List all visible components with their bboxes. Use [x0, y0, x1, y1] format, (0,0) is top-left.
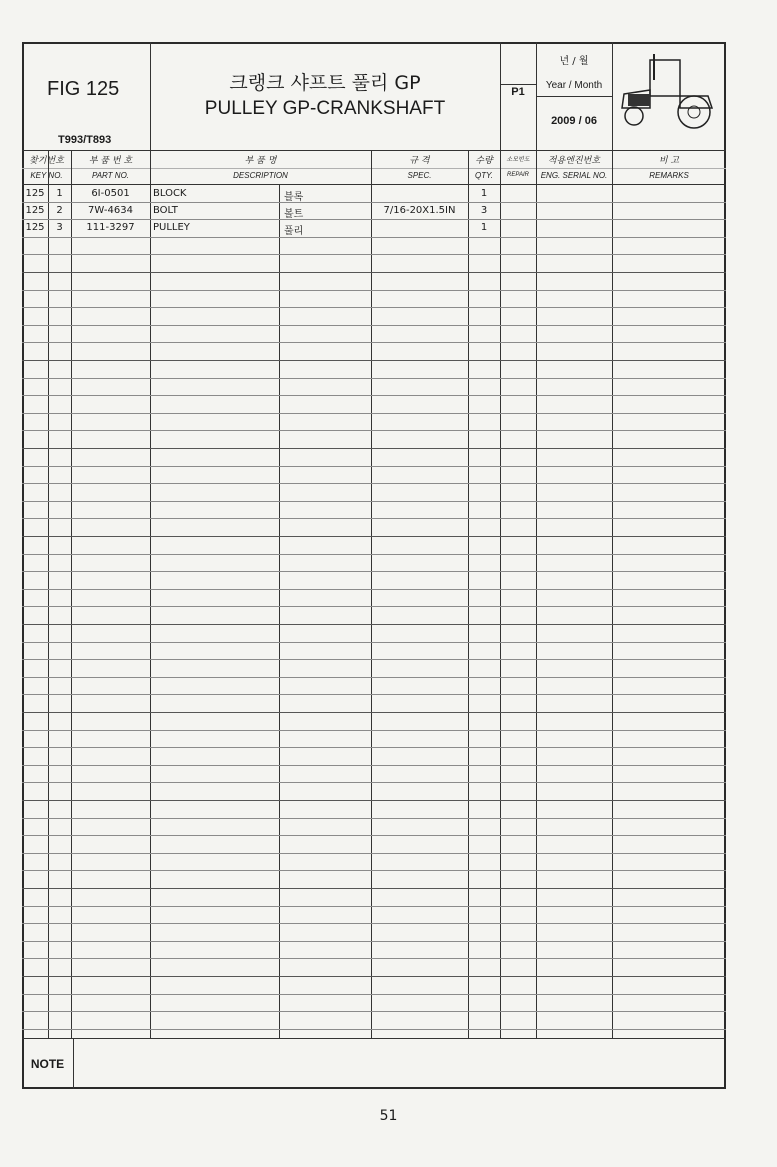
col-vline	[371, 150, 372, 1038]
table-rule-line	[22, 870, 726, 871]
table-rule-line	[22, 888, 726, 889]
fig-label: FIG 125	[47, 78, 120, 100]
note-divider	[22, 1038, 726, 1039]
table-rule-line	[22, 958, 726, 959]
table-rule-line	[22, 378, 726, 379]
col-vline	[279, 184, 280, 1038]
table-rule-line	[22, 430, 726, 431]
table-rule-line	[22, 659, 726, 660]
table-rule-line	[22, 342, 726, 343]
row-key: 2	[56, 205, 63, 216]
remarks-header-en: REMARKS	[649, 171, 689, 180]
row-qty: 3	[480, 205, 488, 216]
row-description-kr: 볼트	[284, 209, 304, 220]
spec-header-en: SPEC.	[407, 171, 432, 180]
table-rule-line	[22, 202, 726, 203]
desc-header-en: DESCRIPTION	[233, 171, 288, 180]
table-rule-line	[22, 923, 726, 924]
table-rule-line	[22, 712, 726, 713]
table-rule-line	[22, 536, 726, 537]
table-rule-line	[22, 254, 726, 255]
row-description-en: PULLEY	[153, 222, 190, 233]
col-vline	[48, 150, 49, 1038]
table-rule-line	[22, 395, 726, 396]
repair-header-kr: 소모빈도	[506, 156, 530, 163]
table-rule-line	[22, 853, 726, 854]
key-header-kr: 찾기번호	[29, 156, 64, 166]
table-rule-line	[22, 747, 726, 748]
page-code: P1	[511, 86, 525, 98]
column-header-divider	[22, 184, 726, 185]
row-fig: 125	[25, 205, 45, 216]
remarks-header-kr: 비 고	[658, 156, 680, 166]
table-rule-line	[22, 325, 726, 326]
header-hline	[536, 96, 612, 97]
table-rule-line	[22, 782, 726, 783]
table-rule-line	[22, 307, 726, 308]
col-vline	[500, 150, 501, 1038]
row-description-kr: 풀리	[284, 226, 304, 237]
row-key: 1	[56, 188, 63, 199]
table-rule-line	[22, 765, 726, 766]
page-number: 51	[379, 1108, 398, 1124]
desc-header-kr: 부 품 명	[244, 156, 277, 166]
part-header-kr: 부 품 번 호	[88, 156, 133, 166]
row-fig: 125	[25, 188, 45, 199]
column-header-midline	[22, 168, 726, 169]
year-month-korean: 년 / 월	[559, 56, 589, 67]
table-rule-line	[22, 624, 726, 625]
table-rule-line	[22, 571, 726, 572]
table-rule-line	[22, 589, 726, 590]
year-month-english: Year / Month	[545, 80, 603, 91]
table-rule-line	[22, 1029, 726, 1030]
header-hline	[500, 84, 536, 85]
table-rule-line	[22, 518, 726, 519]
table-rule-line	[22, 606, 726, 607]
row-part-number: 111-3297	[86, 222, 135, 233]
row-spec: 7/16-20X1.5IN	[383, 205, 456, 216]
table-rule-line	[22, 906, 726, 907]
row-part-number: 7W-4634	[88, 205, 133, 216]
model-label: T993/T893	[58, 134, 112, 146]
table-rule-line	[22, 554, 726, 555]
note-vline	[73, 1038, 74, 1089]
table-rule-line	[22, 360, 726, 361]
table-rule-line	[22, 448, 726, 449]
table-rule-line	[22, 941, 726, 942]
header-divider	[22, 150, 726, 151]
table-rule-line	[22, 272, 726, 273]
col-vline	[150, 150, 151, 1038]
row-qty: 1	[480, 222, 488, 233]
table-rule-line	[22, 642, 726, 643]
col-vline	[71, 150, 72, 1038]
row-description-en: BLOCK	[153, 188, 187, 199]
row-description-kr: 블록	[284, 192, 304, 203]
qty-header-en: QTY.	[475, 171, 493, 180]
note-label: NOTE	[30, 1057, 65, 1071]
title-english: PULLEY GP-CRANKSHAFT	[204, 98, 446, 119]
table-rule-line	[22, 219, 726, 220]
col-vline	[612, 150, 613, 1038]
title-korean: 크랭크 샤프트 풀리 GP	[229, 72, 421, 94]
table-rule-line	[22, 677, 726, 678]
table-rule-line	[22, 994, 726, 995]
row-key: 3	[56, 222, 63, 233]
table-rule-line	[22, 483, 726, 484]
table-rule-line	[22, 413, 726, 414]
row-fig: 125	[25, 222, 45, 233]
col-vline	[468, 150, 469, 1038]
serial-header-kr: 적용엔진번호	[547, 156, 601, 166]
table-rule-line	[22, 290, 726, 291]
row-qty: 1	[480, 188, 488, 199]
serial-header-en: ENG. SERIAL NO.	[540, 171, 608, 180]
date-value: 2009 / 06	[551, 115, 597, 127]
table-rule-line	[22, 818, 726, 819]
row-part-number: 6I-0501	[91, 188, 130, 199]
table-rule-line	[22, 237, 726, 238]
col-vline	[536, 150, 537, 1038]
key-header-en: KEY NO.	[30, 171, 63, 180]
table-rule-line	[22, 800, 726, 801]
table-rule-line	[22, 694, 726, 695]
tractor-icon	[612, 50, 720, 132]
header-vline	[150, 42, 151, 152]
table-rule-line	[22, 730, 726, 731]
part-header-en: PART NO.	[91, 171, 130, 180]
qty-header-kr: 수량	[475, 156, 493, 166]
spec-header-kr: 규 격	[409, 156, 430, 166]
table-rule-line	[22, 835, 726, 836]
row-description-en: BOLT	[153, 205, 178, 216]
table-rule-line	[22, 976, 726, 977]
page-frame	[22, 42, 726, 1089]
table-rule-line	[22, 501, 726, 502]
table-rule-line	[22, 1011, 726, 1012]
table-rule-line	[22, 466, 726, 467]
repair-header-en: REPAIR	[507, 172, 529, 178]
